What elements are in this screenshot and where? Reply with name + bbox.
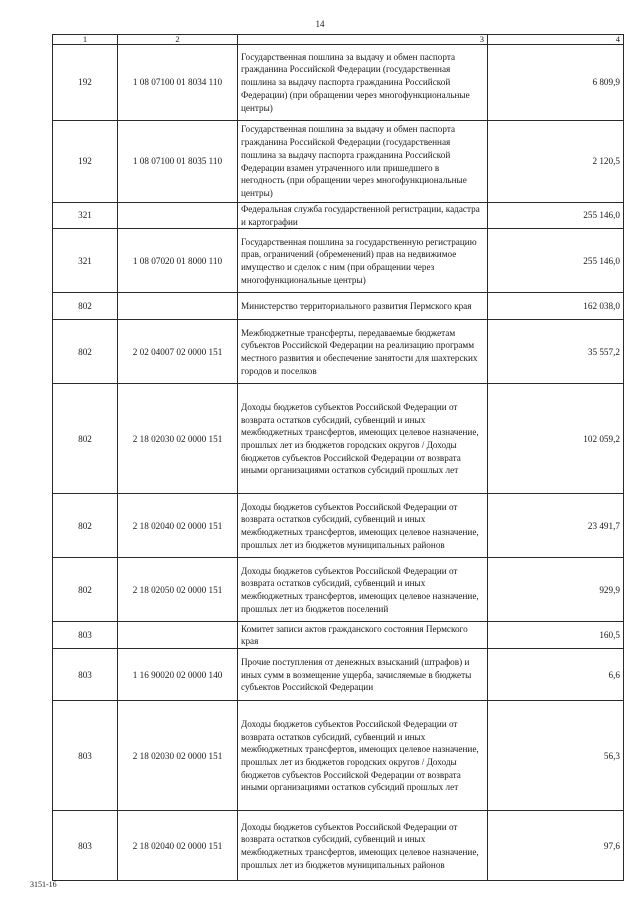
header-col-3: 3 [238,35,488,45]
amount-cell: 255 146,0 [488,203,624,229]
page-number: 14 [315,19,325,29]
table-row [53,622,624,649]
admin-code-cell: 803 [53,649,118,701]
admin-code-cell: 802 [53,384,118,494]
revenue-name-cell: Государственная пошлина за выдачу и обмен паспорта гражданина Российской Федерации (государственная пошлина за выдачу паспорта гражданина Российской Федерации взамен утраченного или пришедшего в негодность (при обращении через многофункциональные центры) [238,121,488,203]
amount-cell: 23 491,7 [488,494,624,558]
amount-cell: 56,3 [488,701,624,811]
table-row [53,494,624,558]
budget-code-cell: 2 18 02030 02 0000 151 [118,384,238,494]
amount-cell: 162 038,0 [488,293,624,320]
revenue-name-cell: Доходы бюджетов субъектов Российской Федерации от возврата остатков субсидий, субвенций и иных межбюджетных трансфертов, имеющих целевое назначение, прошлых лет из бюджетов городских округов / Доходы бюджетов субъектов Российской Федерации от возврата иными организациями остатков субсидий прошлых лет [238,701,488,811]
revenue-name-cell: Государственная пошлина за государственную регистрацию прав, ограничений (обременений) прав на недвижимое имущество и сделок с ним (при обращении через многофункциональные центры) [238,229,488,293]
table-row [53,203,624,229]
revenue-name-cell: Федеральная служба государственной регистрации, кадастра и картографии [238,203,488,229]
admin-code-cell: 802 [53,293,118,320]
amount-cell: 6 809,9 [488,45,624,121]
budget-code-cell: 2 18 02030 02 0000 151 [118,701,238,811]
revenue-name-cell: Межбюджетные трансферты, передаваемые бюджетам субъектов Российской Федерации на реализацию программ местного развития и обеспечение занятости для шахтерских городов и поселков [238,320,488,384]
header-col-2: 2 [118,35,238,45]
document-footer-code: 3151-16 [30,880,57,889]
admin-code-cell: 802 [53,494,118,558]
amount-cell: 2 120,5 [488,121,624,203]
budget-code-cell: 2 18 02040 02 0000 151 [118,811,238,881]
revenue-name-cell: Доходы бюджетов субъектов Российской Федерации от возврата остатков субсидий, субвенций и иных межбюджетных трансфертов, имеющих целевое назначение, прошлых лет из бюджетов поселений [238,558,488,622]
table-row [53,811,624,881]
table-row [53,229,624,293]
budget-code-cell [118,293,238,320]
table-row [53,45,624,121]
budget-code-cell: 1 16 90020 02 0000 140 [118,649,238,701]
amount-cell: 929,9 [488,558,624,622]
header-col-4: 4 [488,35,624,45]
amount-cell: 255 146,0 [488,229,624,293]
table-row [53,293,624,320]
admin-code-cell: 802 [53,320,118,384]
budget-code-cell: 2 18 02040 02 0000 151 [118,494,238,558]
amount-cell: 35 557,2 [488,320,624,384]
revenue-name-cell: Государственная пошлина за выдачу и обмен паспорта гражданина Российской Федерации (государственная пошлина за выдачу паспорта гражданина Российской Федерации) (при обращении через многофункциональные центры) [238,45,488,121]
admin-code-cell: 192 [53,121,118,203]
revenue-name-cell: Доходы бюджетов субъектов Российской Федерации от возврата остатков субсидий, субвенций и иных межбюджетных трансфертов, имеющих целевое назначение, прошлых лет из бюджетов муниципальных районов [238,494,488,558]
table-row [53,701,624,811]
table-row [53,121,624,203]
revenue-name-cell: Доходы бюджетов субъектов Российской Федерации от возврата остатков субсидий, субвенций и иных межбюджетных трансфертов, имеющих целевое назначение, прошлых лет из бюджетов муниципальных районов [238,811,488,881]
admin-code-cell: 803 [53,701,118,811]
admin-code-cell: 321 [53,203,118,229]
amount-cell: 6,6 [488,649,624,701]
revenue-name-cell: Прочие поступления от денежных взысканий (штрафов) и иных сумм в возмещение ущерба, зачисляемые в бюджеты субъектов Российской Федерации [238,649,488,701]
revenue-name-cell: Комитет записи актов гражданского состояния Пермского края [238,622,488,649]
admin-code-cell: 802 [53,558,118,622]
budget-code-cell: 2 02 04007 02 0000 151 [118,320,238,384]
budget-code-cell: 2 18 02050 02 0000 151 [118,558,238,622]
budget-code-cell: 1 08 07020 01 8000 110 [118,229,238,293]
table-row [53,320,624,384]
revenue-name-cell: Министерство территориального развития Пермского края [238,293,488,320]
budget-code-cell [118,622,238,649]
budget-code-cell: 1 08 07100 01 8035 110 [118,121,238,203]
revenue-table [52,34,624,881]
table-row [53,649,624,701]
amount-cell: 102 059,2 [488,384,624,494]
budget-code-cell [118,203,238,229]
revenue-name-cell: Доходы бюджетов субъектов Российской Федерации от возврата остатков субсидий, субвенций и иных межбюджетных трансфертов, имеющих целевое назначение, прошлых лет из бюджетов городских округов / Доходы бюджетов субъектов Российской Федерации от возврата иными организациями остатков субсидий прошлых лет [238,384,488,494]
admin-code-cell: 192 [53,45,118,121]
header-row [53,35,624,45]
amount-cell: 160,5 [488,622,624,649]
admin-code-cell: 321 [53,229,118,293]
budget-code-cell: 1 08 07100 01 8034 110 [118,45,238,121]
amount-cell: 97,6 [488,811,624,881]
admin-code-cell: 803 [53,811,118,881]
header-col-1: 1 [53,35,118,45]
admin-code-cell: 803 [53,622,118,649]
table-row [53,384,624,494]
table-row [53,558,624,622]
